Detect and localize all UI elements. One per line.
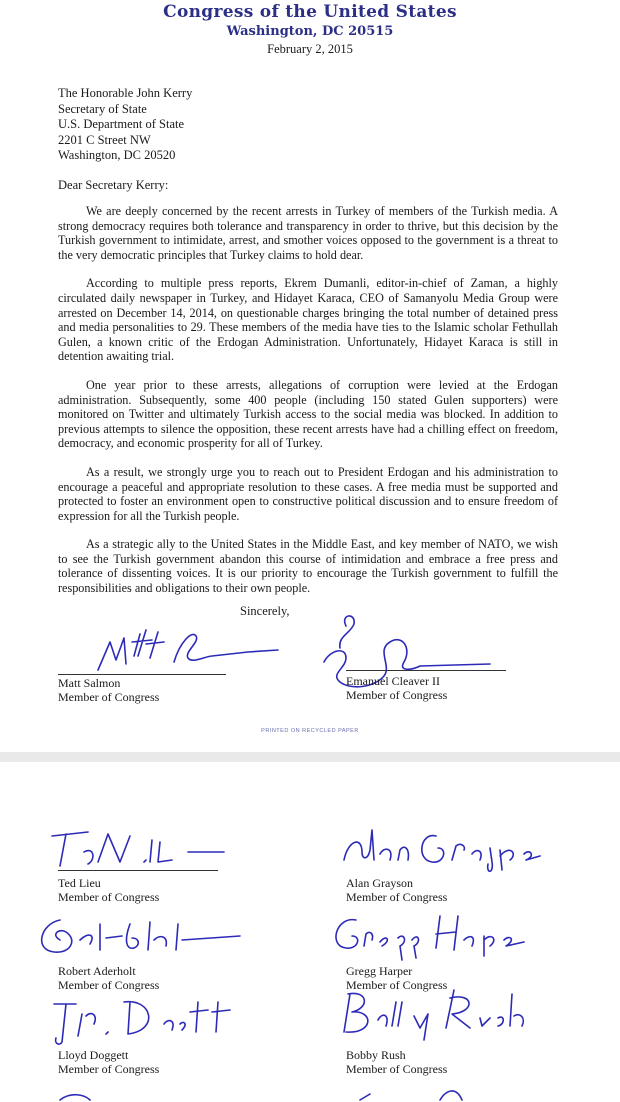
signatory-name: Emanuel Cleaver II bbox=[346, 674, 440, 688]
handwritten-signature bbox=[340, 820, 570, 870]
letterhead-city: Washington, DC 20515 bbox=[226, 24, 394, 39]
recipient-line: 2201 C Street NW bbox=[58, 132, 151, 147]
signatory-title: Member of Congress bbox=[58, 978, 160, 992]
handwritten-signature bbox=[328, 906, 528, 960]
recipient-line: The Honorable John Kerry bbox=[58, 86, 193, 100]
signatory-name: Alan Grayson bbox=[346, 876, 413, 890]
letter-page-2 bbox=[0, 762, 620, 1102]
body-paragraph: As a strategic ally to the United States in the Middle East, and key member of NATO, we wish to see the Turkish government abandon this course of intimidation and embrace a free press and tolerance of dissenting voices. It is our priority to encourage the Turkish government to fulfill the responsibilities and obligations to their own people. bbox=[58, 537, 558, 596]
signature-line bbox=[58, 674, 226, 675]
signature-block bbox=[346, 610, 546, 702]
recipient-address bbox=[58, 86, 192, 164]
page-separator bbox=[0, 752, 620, 762]
signature-block bbox=[346, 832, 576, 902]
recycled-paper-footer: PRINTED ON RECYCLED PAPER bbox=[261, 728, 359, 734]
signature-block bbox=[346, 920, 546, 990]
body-paragraph: As a result, we strongly urge you to reach out to President Erdogan and his administration to encourage a peaceful and appropriate resolution to these cases. A free media must be supported and protected to foster an environment open to constructive political discussion and to ensure freedom of expression for all the Turkish people. bbox=[58, 464, 558, 523]
signatory-title: Member of Congress bbox=[346, 890, 448, 904]
signatory-title: Member of Congress bbox=[346, 978, 448, 992]
body-paragraph: One year prior to these arrests, allegations of corruption were levied at the Erdogan administration. Subsequently, some 400 people (including 150 stated Gulen supporters) were monitored on Twitter and ultimately Turkish access to the social media was blocked. In addition to previous attempts to silence the opposition, these recent arrests have had a chilling effect on freedom, democracy, and economic prosperity for all of Turkey. bbox=[58, 377, 558, 451]
signatory-title: Member of Congress bbox=[346, 1062, 448, 1076]
letter-body bbox=[58, 204, 558, 610]
recipient-line: U.S. Department of State bbox=[58, 117, 185, 131]
signatory-title: Member of Congress bbox=[58, 1062, 160, 1076]
recipient-line: Secretary of State bbox=[58, 101, 147, 116]
handwritten-signature bbox=[30, 910, 250, 960]
handwritten-signature bbox=[48, 990, 248, 1044]
letterhead-title: Congress of the United States bbox=[163, 2, 457, 22]
signatory-title: Member of Congress bbox=[58, 890, 160, 904]
signature-line bbox=[58, 870, 218, 871]
signatory-name: Ted Lieu bbox=[58, 876, 101, 890]
body-paragraph: According to multiple press reports, Ekrem Dumanli, editor-in-chief of Zaman, a highly circulated daily newspaper in Turkey, and Hidayet Karaca, CEO of Samanyolu Media Group were arrested on December 14, 2014, on questionable charges bringing the total number of detained press and media personalities to 29. These members of the media have ties to the Islamic scholar Fethullah Gulen, a known critic of the Erdogan Administration. Unfortunately, Hidayet Karaca is still in detention awaiting trial. bbox=[58, 276, 558, 364]
signature-block bbox=[58, 1004, 258, 1074]
partial-signatures-cutoff bbox=[0, 1082, 620, 1102]
signatory-name: Lloyd Doggett bbox=[58, 1048, 129, 1062]
signatory-name: Robert Aderholt bbox=[58, 964, 136, 978]
signature-block bbox=[58, 612, 258, 702]
signatory-name: Matt Salmon bbox=[58, 676, 121, 690]
handwritten-signature bbox=[48, 822, 228, 872]
signatory-name: Gregg Harper bbox=[346, 964, 413, 978]
handwritten-signature bbox=[334, 982, 534, 1042]
signature-block bbox=[58, 832, 258, 902]
handwritten-signature bbox=[88, 612, 288, 682]
signatory-name: Bobby Rush bbox=[346, 1048, 406, 1062]
body-paragraph: We are deeply concerned by the recent arrests in Turkey of members of the Turkish media. A strong democracy requires both tolerance and transparency in order to thrive, but this decision by the Turkish government to intimidate, arrest, and smother voices opposed to the government is a threat to the very democratic principles that Turkey claims to hold dear. bbox=[58, 204, 558, 262]
recipient-line: Washington, DC 20520 bbox=[58, 148, 176, 162]
signature-line bbox=[346, 670, 506, 671]
signatory-title: Member of Congress bbox=[58, 690, 160, 704]
signature-block bbox=[58, 920, 258, 990]
letter-date: February 2, 2015 bbox=[267, 42, 353, 56]
salutation: Dear Secretary Kerry: bbox=[58, 178, 169, 192]
signature-block bbox=[346, 1004, 546, 1074]
signatory-title: Member of Congress bbox=[346, 688, 448, 702]
closing: Sincerely, bbox=[240, 604, 290, 618]
